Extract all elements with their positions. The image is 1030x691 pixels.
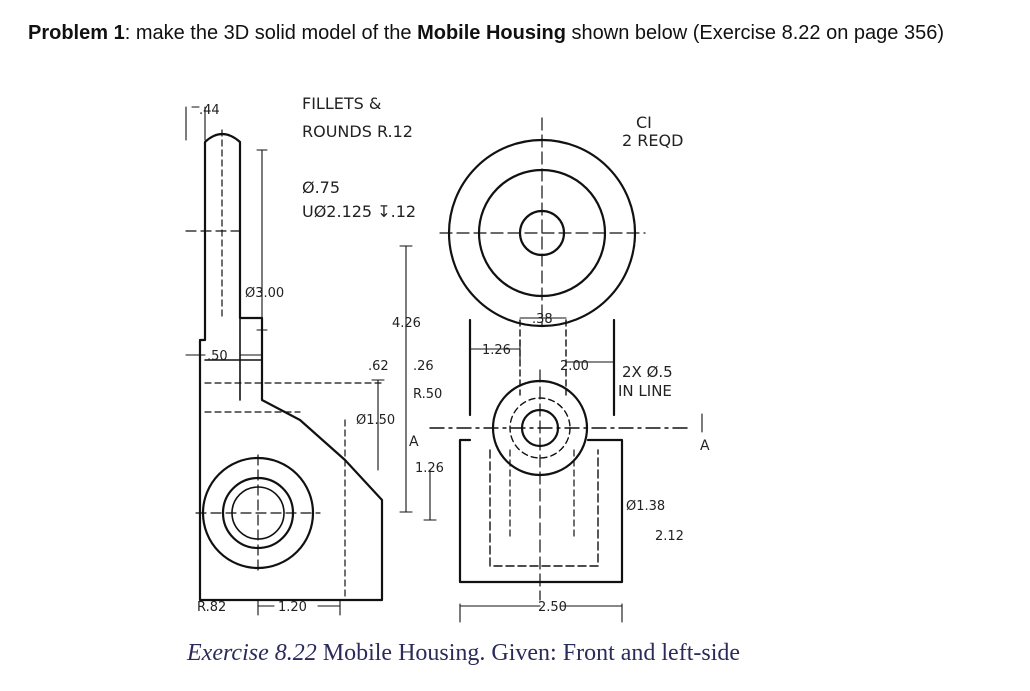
- caption-exercise: Exercise 8.22: [187, 640, 317, 666]
- dim-062: .62: [368, 359, 389, 374]
- dim-044: .44: [199, 103, 220, 118]
- dim-026: .26: [413, 359, 434, 374]
- note-fillets: FILLETS &: [302, 94, 382, 113]
- caption-text: Mobile Housing. Given: Front and left-side: [316, 640, 741, 666]
- dim-426: 4.26: [392, 316, 421, 331]
- problem-text-before: : make the 3D solid model of the: [124, 22, 418, 44]
- dim-r050: R.50: [413, 387, 443, 402]
- dim-200: 2.00: [560, 359, 589, 374]
- note-in-line: IN LINE: [618, 382, 672, 400]
- figure-caption: [187, 640, 740, 667]
- dim-212: 2.12: [655, 529, 684, 544]
- dim-038: .38: [532, 312, 553, 327]
- dim-126-top: 1.26: [482, 343, 511, 358]
- left-side-view: [186, 130, 382, 600]
- note-holes: 2X Ø.5: [622, 363, 673, 381]
- dim-dia075: Ø.75: [302, 178, 341, 197]
- problem-text-after: shown below (Exercise 8.22 on page 356): [565, 22, 944, 44]
- problem-label: Problem 1: [28, 22, 125, 44]
- dim-050: .50: [207, 349, 228, 364]
- section-label-a-left: A: [409, 434, 419, 450]
- dim-120: 1.20: [278, 600, 307, 615]
- note-ci: CI: [636, 113, 652, 132]
- dim-dia150: Ø1.50: [356, 413, 396, 428]
- note-reqd: 2 REQD: [622, 131, 684, 150]
- section-label-a-right: A: [700, 438, 710, 454]
- note-rounds: ROUNDS R.12: [302, 122, 413, 141]
- dim-126-bottom: 1.26: [415, 461, 444, 476]
- dim-r082: R.82: [197, 600, 227, 615]
- dim-counterbore: UØ2.125 ↧.12: [302, 202, 417, 221]
- problem-part-name: Mobile Housing: [417, 22, 566, 44]
- dim-250: 2.50: [538, 600, 567, 615]
- dim-dia300: Ø3.00: [245, 286, 285, 301]
- dim-dia138: Ø1.38: [626, 499, 666, 514]
